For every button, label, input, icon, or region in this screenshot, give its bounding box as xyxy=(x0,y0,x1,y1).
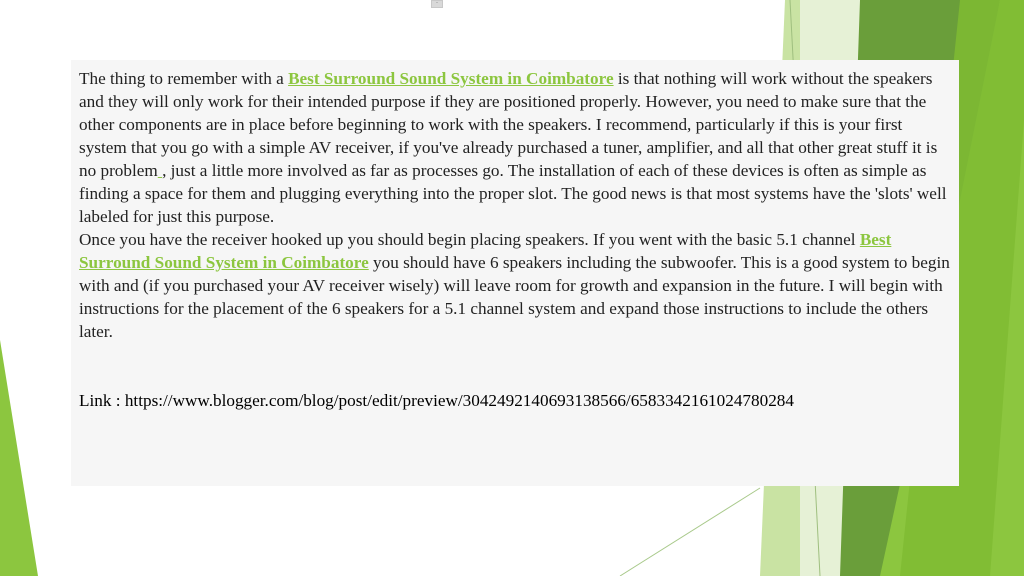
paragraph-1-text-c: , just a little more involved as far as processes go. The installation of each of these devices is often as simple as finding a space for them and plugging everything into the proper slot. The good news is that most systems have the 'slots' well labeled for just this purpose. xyxy=(79,161,947,226)
paragraph-2 xyxy=(79,228,951,343)
paragraph-2-text-a: Once you have the receiver hooked up you should begin placing speakers. If you went with the basic 5.1 channel xyxy=(79,230,860,249)
paragraph-1-text-b: is that nothing will work without the speakers and they will only work for their intended purpose if they are positioned properly. However, you need to make sure that the other components are in place before beginning to work with the speakers. I recommend, particularly if this is your first system that you go with a simple AV receiver, if you've already purchased a tuner, amplifier, and all that other great stuff it is no problem xyxy=(79,69,938,180)
source-link-line: Link : https://www.blogger.com/blog/post/edit/preview/3042492140693138566/6583342161024780284 xyxy=(79,391,794,410)
content-box xyxy=(71,60,959,486)
paragraph-2-text-b: you should have 6 speakers including the subwoofer. This is a good system to begin with and (if you purchased your AV receiver wisely) will leave room for growth and expansion in the future. I will begin with instructions for the placement of the 6 speakers for a 5.1 channel system and expand those instructions to include the others later. xyxy=(79,253,950,341)
left-green-shape xyxy=(0,340,38,576)
surround-sound-link-1[interactable]: Best Surround Sound System in Coimbatore xyxy=(288,69,614,88)
paragraph-1-text-a: The thing to remember with a xyxy=(79,69,289,88)
slide-top-marker: - xyxy=(431,0,443,8)
paragraph-1 xyxy=(79,67,951,228)
decorative-line-2 xyxy=(620,488,760,576)
surround-sound-link-2[interactable]: Best Surround Sound System in Coimbatore xyxy=(79,230,892,272)
